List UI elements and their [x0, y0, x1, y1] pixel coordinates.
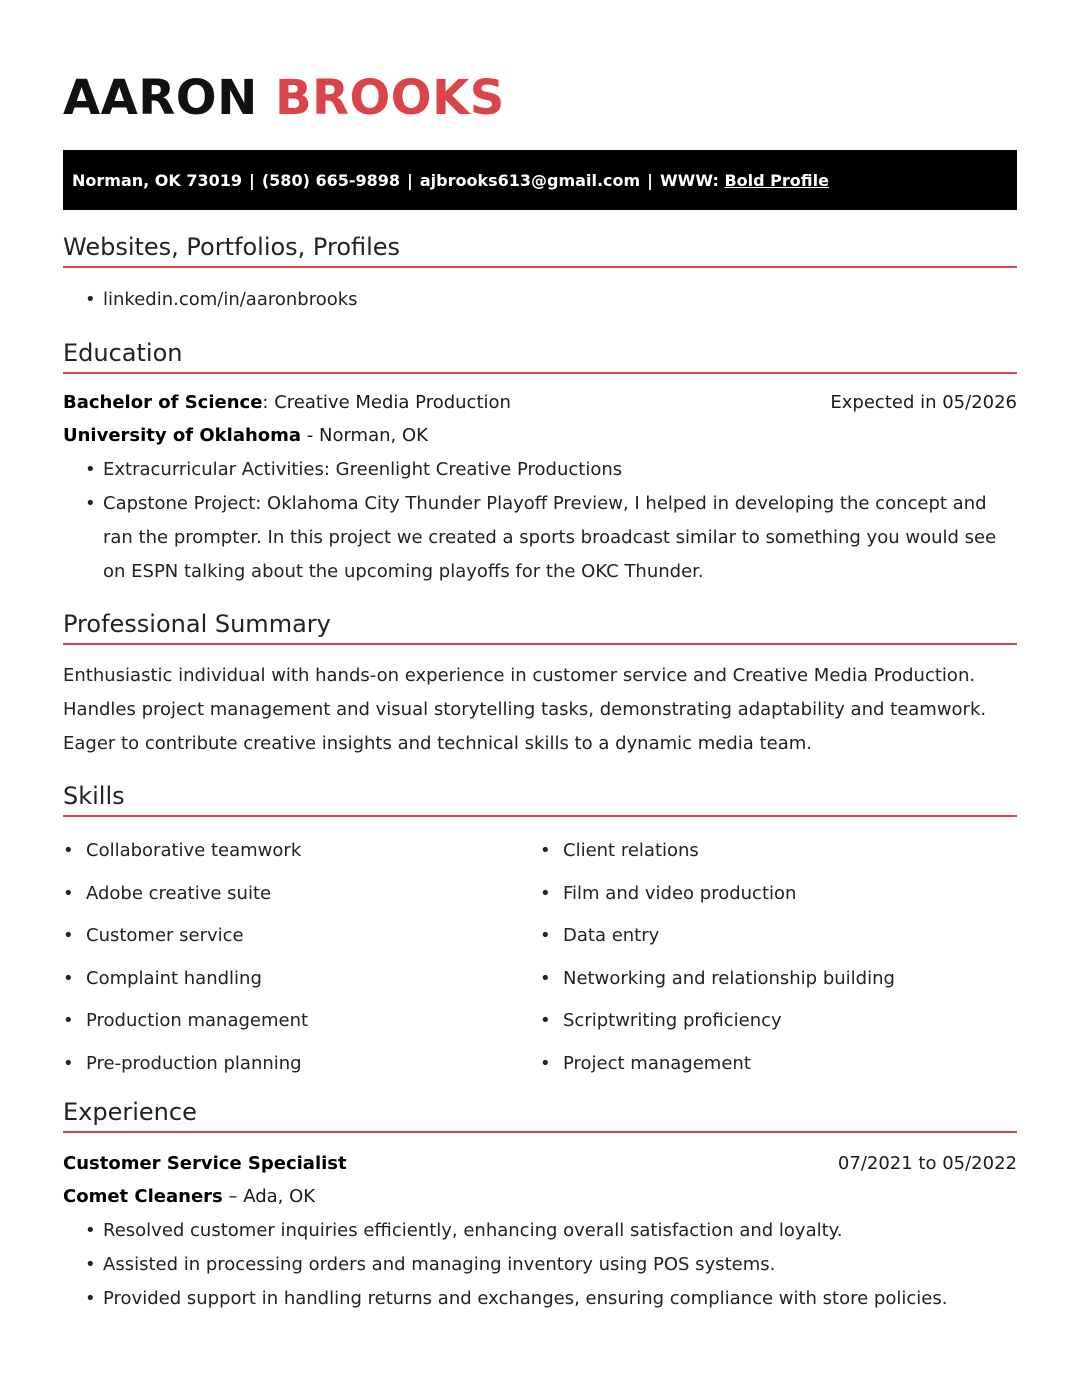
contact-separator: |: [249, 170, 255, 190]
section-title-experience: Experience: [63, 1095, 1017, 1133]
skill-item: • Scriptwriting proficiency: [540, 1000, 1017, 1043]
list-item: • Assisted in processing orders and managing inventory using POS systems.: [63, 1248, 1017, 1282]
job-dates: 07/2021 to 05/2022: [837, 1153, 1017, 1174]
experience-bullets: [63, 1214, 1017, 1316]
list-item[interactable]: • linkedin.com/in/aaronbrooks: [63, 283, 358, 317]
education-bullets: [63, 453, 1017, 589]
section-title-websites: Websites, Portfolios, Profiles: [63, 230, 1017, 268]
websites-list: [63, 283, 358, 317]
contact-email: ajbrooks613@gmail.com: [419, 170, 641, 190]
contact-phone: (580) 665-9898: [261, 170, 401, 190]
skill-item: • Data entry: [540, 915, 1017, 958]
section-title-summary: Professional Summary: [63, 607, 1017, 645]
skills-column-left: [63, 830, 540, 1086]
skills-grid: [63, 830, 1017, 1086]
list-item: • Extracurricular Activities: Greenlight Creative Productions: [63, 453, 1017, 487]
list-item: • Resolved customer inquiries efficiently, enhancing overall satisfaction and loyalty.: [63, 1214, 1017, 1248]
school-location: - Norman, OK: [301, 425, 428, 446]
skill-item: • Project management: [540, 1043, 1017, 1086]
job-title: Customer Service Specialist: [63, 1153, 347, 1174]
candidate-name: [63, 66, 505, 130]
skill-item: • Customer service: [63, 915, 540, 958]
skill-item: • Client relations: [540, 830, 1017, 873]
company-line: [63, 1180, 315, 1214]
skills-column-right: [540, 830, 1017, 1086]
degree-field: : Creative Media Production: [262, 392, 511, 413]
list-item: • Provided support in handling returns and exchanges, ensuring compliance with store policies.: [63, 1282, 1017, 1316]
education-school-row: [63, 419, 1017, 453]
section-title-education: Education: [63, 336, 1017, 374]
contact-www-label: WWW:: [660, 170, 719, 190]
skill-item: • Adobe creative suite: [63, 873, 540, 916]
bold-profile-link[interactable]: Bold Profile: [724, 170, 829, 190]
company-name: Comet Cleaners: [63, 1186, 223, 1207]
contact-address: Norman, OK 73019: [72, 170, 243, 190]
school-name: University of Oklahoma: [63, 425, 302, 446]
skill-item: • Networking and relationship building: [540, 958, 1017, 1001]
first-name: AARON: [63, 70, 258, 126]
contact-bar: [63, 150, 1017, 210]
degree-line: [63, 386, 511, 420]
education-date: Expected in 05/2026: [830, 392, 1017, 413]
skill-item: • Film and video production: [540, 873, 1017, 916]
degree-name: Bachelor of Science: [63, 392, 263, 413]
contact-separator: |: [647, 170, 654, 190]
skill-item: • Complaint handling: [63, 958, 540, 1001]
skill-item: • Pre-production planning: [63, 1043, 540, 1086]
skill-item: • Production management: [63, 1000, 540, 1043]
section-title-skills: Skills: [63, 779, 1017, 817]
contact-separator: |: [407, 170, 413, 190]
skill-item: • Collaborative teamwork: [63, 830, 540, 873]
list-item: • Capstone Project: Oklahoma City Thunder Playoff Preview, I helped in developing the concept and ran the prompter. In this project we created a sports broadcast similar to something you would see on ESPN talking about the upcoming playoffs for the OKC Thunder.: [63, 487, 1017, 589]
experience-title-row: [63, 1147, 1017, 1181]
last-name: BROOKS: [274, 70, 505, 126]
school-line: [63, 419, 428, 453]
experience-company-row: [63, 1180, 1017, 1214]
company-location: – Ada, OK: [222, 1186, 316, 1207]
summary-text: Enthusiastic individual with hands-on experience in customer service and Creative Media Production. Handles project management and visual storytelling tasks, demonstrating adaptability and teamwork. Eager to contribute creative insights and technical skills to a dynamic media team.: [63, 665, 987, 754]
education-degree-row: [63, 386, 1017, 420]
